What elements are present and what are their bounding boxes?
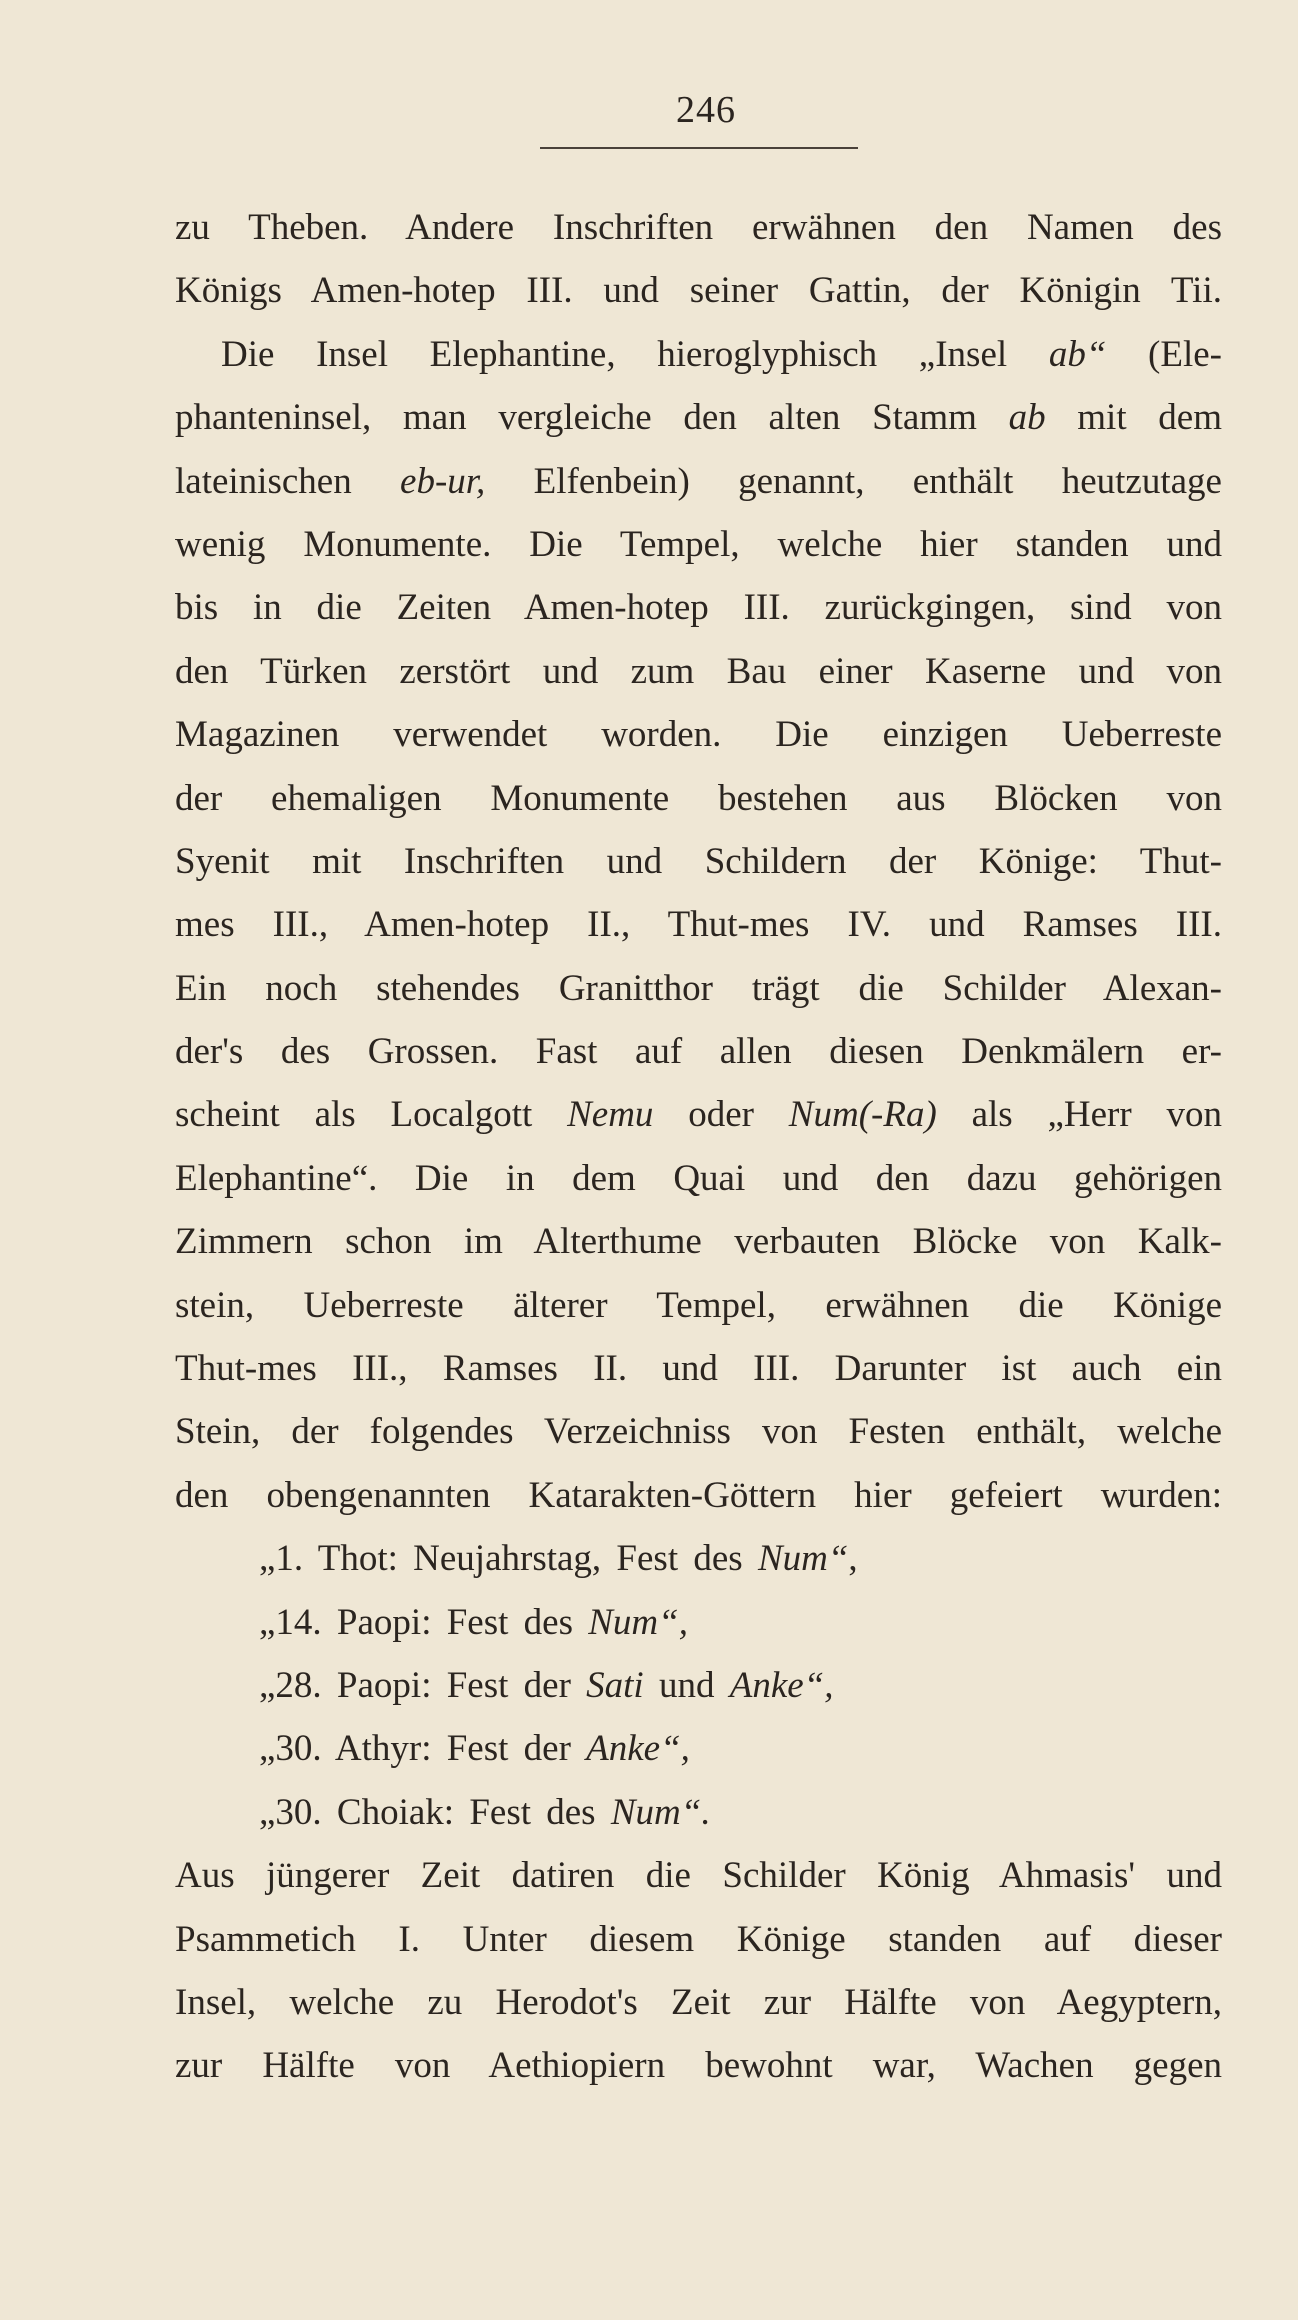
- text-segment: Ein noch stehendes Granitthor trägt die Schilder Alexan-: [175, 967, 1222, 1009]
- festival-list-item: [175, 1527, 1222, 1590]
- italic-text: Num“: [757, 1538, 849, 1580]
- text-segment: Elfenbein) genannt, enthält heutzutage: [485, 460, 1222, 502]
- text-segment: Die Insel Elephantine, hieroglyphisch „Insel: [221, 333, 1049, 375]
- text-line: [175, 513, 1222, 576]
- italic-text: Num“.: [610, 1791, 711, 1833]
- text-line: [175, 640, 1222, 703]
- text-segment: Thut-mes III., Ramses II. und III. Darunter ist auch ein: [175, 1348, 1222, 1390]
- text-segment: ,: [848, 1538, 858, 1580]
- text-segment: der ehemaligen Monumente bestehen aus Blöcken von: [175, 777, 1222, 819]
- italic-text: Anke“,: [586, 1728, 690, 1770]
- text-segment: mes III., Amen-hotep II., Thut-mes IV. und Ramses III.: [175, 904, 1222, 946]
- text-segment: Psammetich I. Unter diesem Könige standen auf dieser: [175, 1918, 1222, 1960]
- body-text: [175, 196, 1222, 2098]
- text-segment: Insel, welche zu Herodot's Zeit zur Hälfte von Aegyptern,: [175, 1981, 1222, 2023]
- text-segment: „28. Paopi: Fest der: [259, 1664, 587, 1706]
- text-line: [175, 1274, 1222, 1337]
- text-line: [175, 1971, 1222, 2034]
- italic-text: Num“,: [588, 1601, 688, 1643]
- text-segment: oder: [653, 1094, 789, 1136]
- text-segment: phanteninsel, man vergleiche den alten Stamm: [175, 397, 1009, 439]
- text-line: [175, 1147, 1222, 1210]
- text-segment: „30. Athyr: Fest der: [259, 1728, 587, 1770]
- text-line: [175, 830, 1222, 893]
- text-segment: mit dem: [1045, 397, 1222, 439]
- text-segment: Magazinen verwendet worden. Die einzigen Ueberreste: [175, 714, 1222, 756]
- text-segment: Stein, der folgendes Verzeichniss von Festen enthält, welche: [175, 1411, 1222, 1453]
- text-line: [175, 1083, 1222, 1146]
- header-rule: [540, 147, 858, 149]
- text-line: [175, 893, 1222, 956]
- text-segment: wenig Monumente. Die Tempel, welche hier standen und: [175, 523, 1222, 565]
- text-segment: Syenit mit Inschriften und Schildern der Könige: Thut-: [175, 840, 1222, 882]
- text-segment: den obengenannten Katarakten-Göttern hier gefeiert wurden:: [175, 1474, 1222, 1516]
- text-segment: scheint als Localgott: [175, 1094, 568, 1136]
- text-segment: Königs Amen-hotep III. und seiner Gattin, der Königin Tii.: [175, 270, 1222, 312]
- text-segment: Aus jüngerer Zeit datiren die Schilder König Ahmasis' und: [175, 1855, 1222, 1897]
- text-line: [175, 957, 1222, 1020]
- text-segment: Zimmern schon im Alterthume verbauten Blöcke von Kalk-: [175, 1221, 1222, 1263]
- text-line: [175, 703, 1222, 766]
- text-segment: und: [643, 1664, 730, 1706]
- text-line: [175, 386, 1222, 449]
- text-line: [175, 2034, 1222, 2097]
- text-segment: „14. Paopi: Fest des: [259, 1601, 589, 1643]
- text-line: [175, 323, 1222, 386]
- italic-text: ab“: [1048, 333, 1107, 375]
- italic-text: Anke“,: [729, 1664, 834, 1706]
- text-line: [175, 1210, 1222, 1273]
- text-segment: zu Theben. Andere Inschriften erwähnen den Namen des: [175, 207, 1222, 248]
- text-line: [175, 767, 1222, 830]
- text-segment: als „Herr von: [936, 1094, 1222, 1136]
- text-segment: zur Hälfte von Aethiopiern bewohnt war, Wachen gegen: [175, 2045, 1222, 2087]
- text-segment: den Türken zerstört und zum Bau einer Kaserne und von: [175, 650, 1222, 692]
- text-line: [175, 1908, 1222, 1971]
- italic-text: Nemu: [567, 1094, 654, 1136]
- page-number: 246: [676, 89, 736, 131]
- text-line: [175, 196, 1222, 259]
- text-segment: lateinischen: [175, 460, 401, 502]
- text-line: [175, 576, 1222, 639]
- text-line: [175, 1400, 1222, 1463]
- italic-text: Num(-Ra): [788, 1094, 937, 1136]
- text-line: [175, 1337, 1222, 1400]
- text-segment: „30. Choiak: Fest des: [259, 1791, 611, 1833]
- festival-list-item: [175, 1591, 1222, 1654]
- text-segment: „1. Thot: Neujahrstag, Fest des: [259, 1538, 758, 1580]
- italic-text: eb-ur,: [400, 460, 486, 502]
- italic-text: ab: [1008, 397, 1046, 439]
- festival-list-item: [175, 1781, 1222, 1844]
- italic-text: Sati: [586, 1664, 644, 1706]
- text-line: [175, 1844, 1222, 1907]
- text-segment: stein, Ueberreste älterer Tempel, erwähnen die Könige: [175, 1284, 1222, 1326]
- text-segment: der's des Grossen. Fast auf allen diesen Denkmälern er-: [175, 1031, 1222, 1073]
- text-line: [175, 1020, 1222, 1083]
- festival-list-item: [175, 1717, 1222, 1780]
- text-segment: Elephantine“. Die in dem Quai und den dazu gehörigen: [175, 1157, 1222, 1199]
- text-segment: (Ele-: [1106, 333, 1222, 375]
- text-line: [175, 1464, 1222, 1527]
- text-segment: bis in die Zeiten Amen-hotep III. zurückgingen, sind von: [175, 587, 1222, 629]
- text-line: [175, 259, 1222, 322]
- festival-list-item: [175, 1654, 1222, 1717]
- text-line: [175, 450, 1222, 513]
